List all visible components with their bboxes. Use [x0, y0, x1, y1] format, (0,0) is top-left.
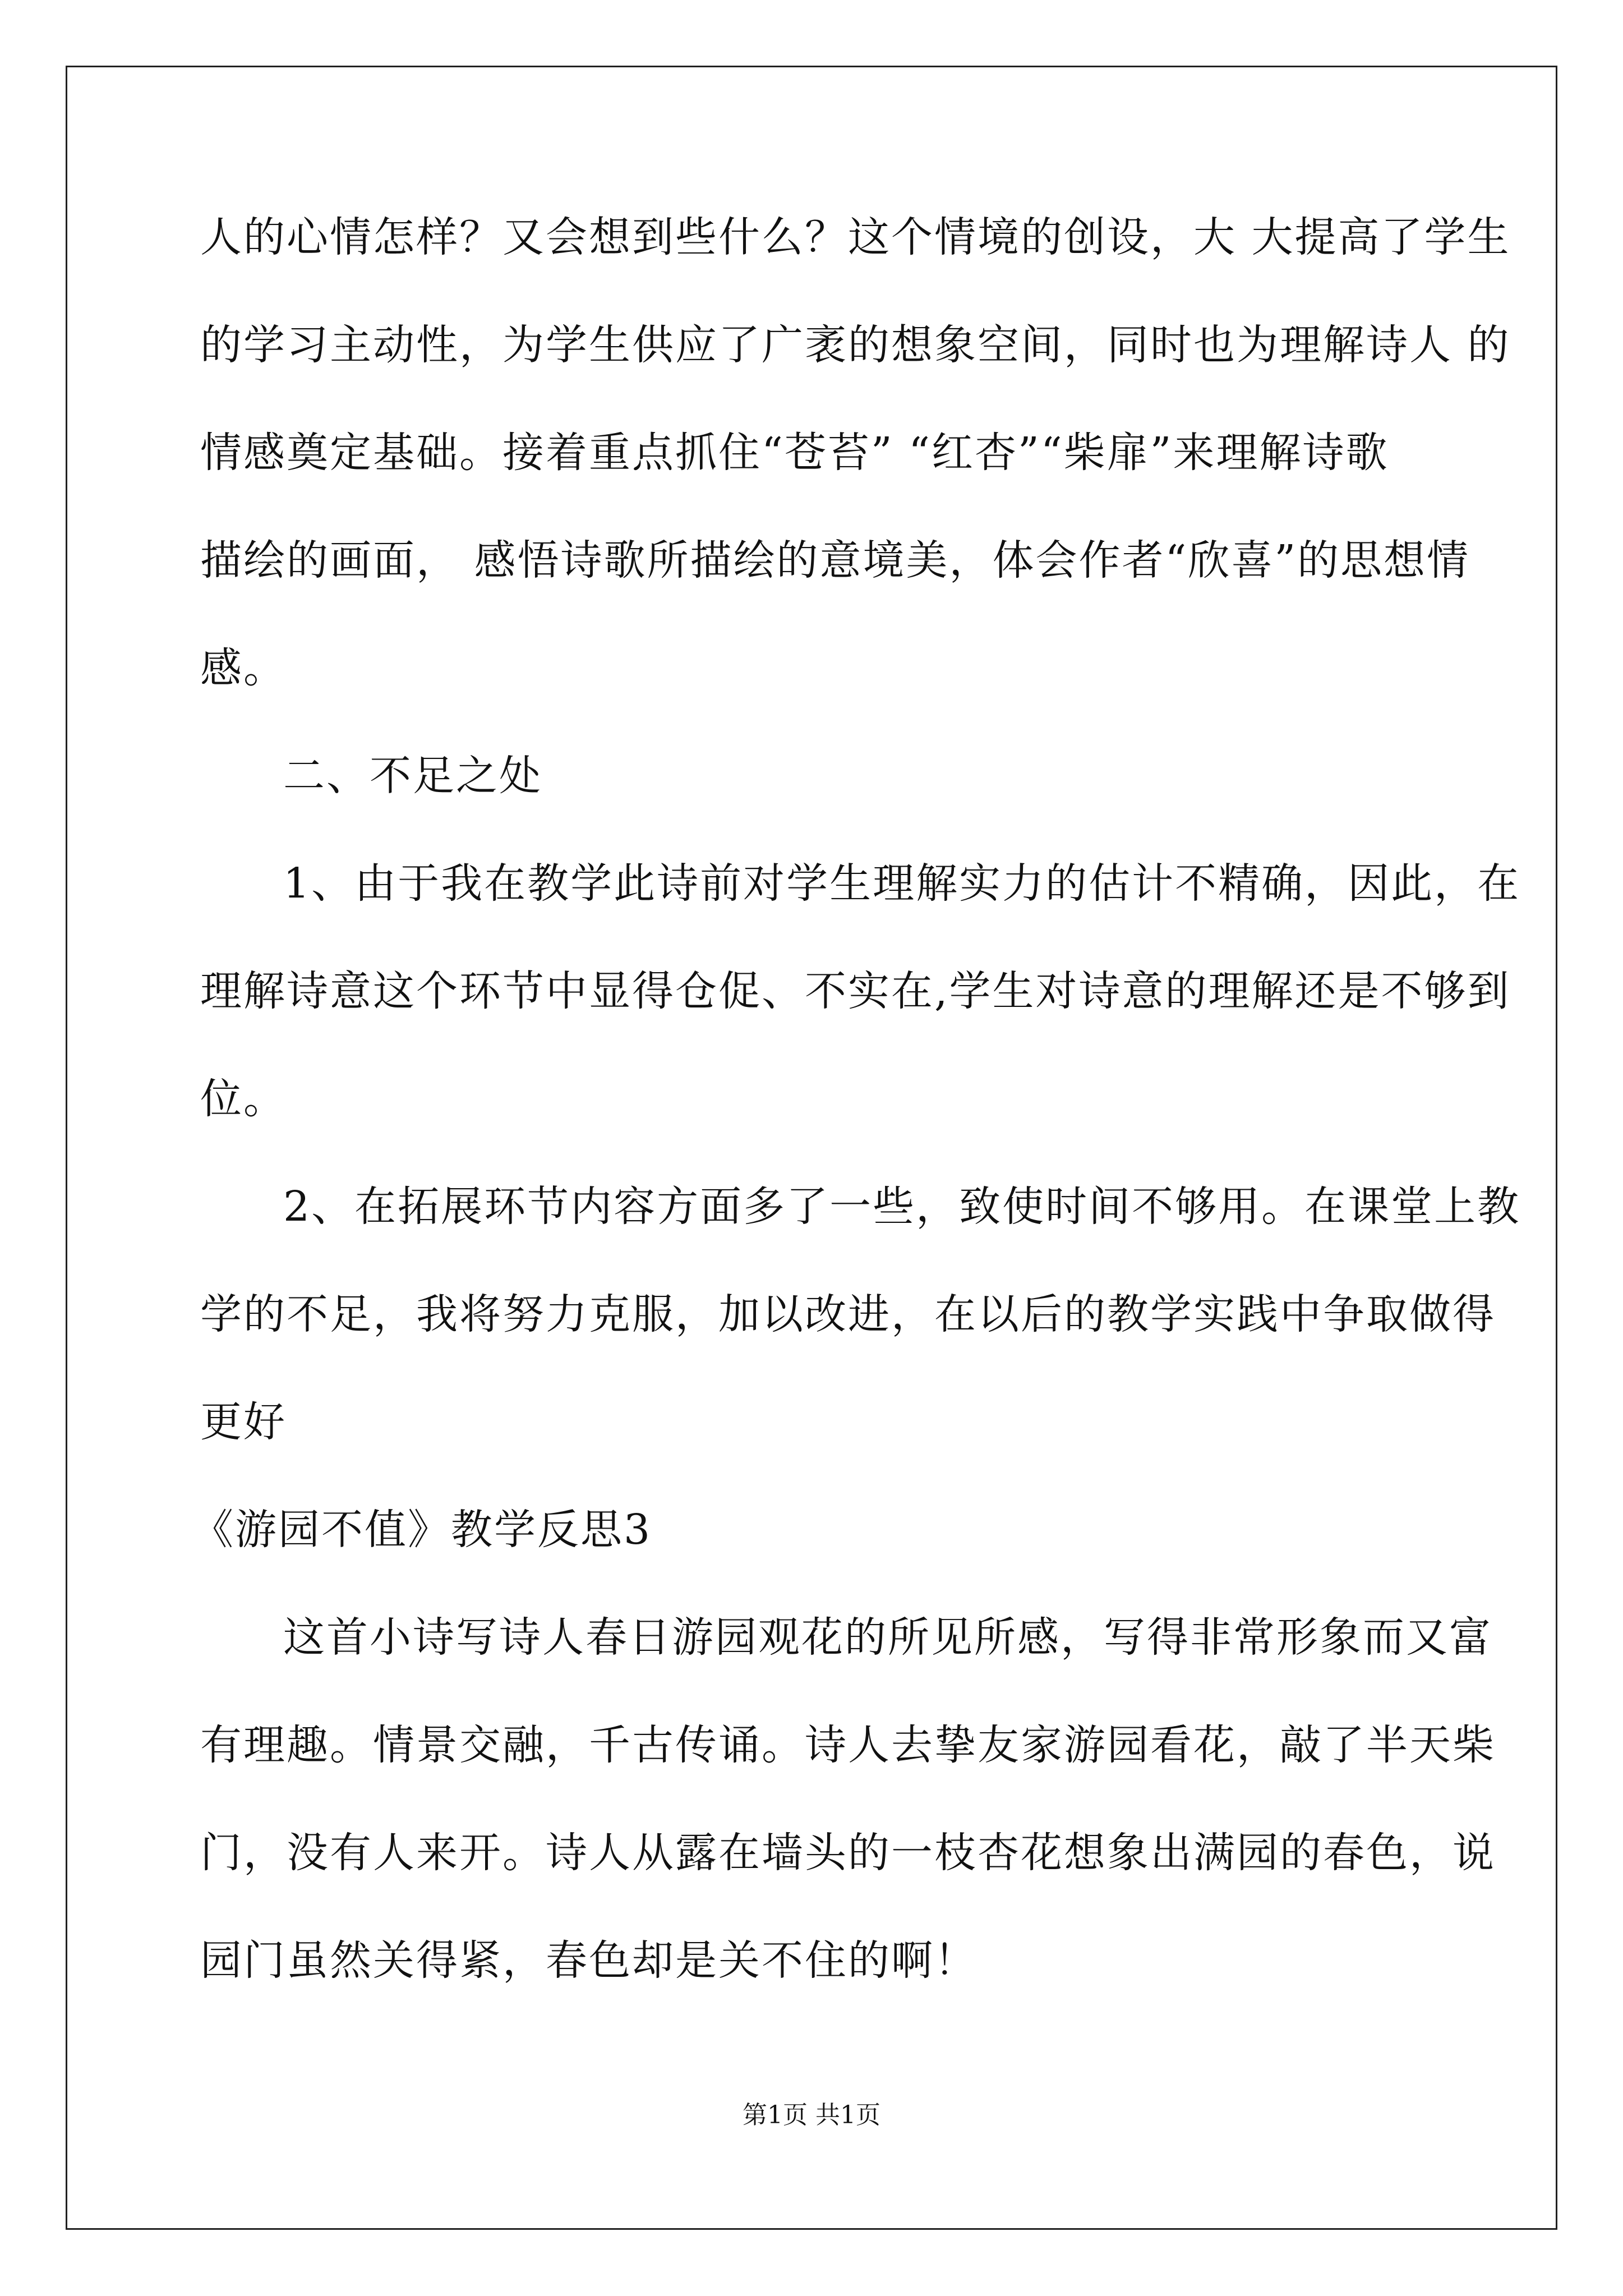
text-line: 2、在拓展环节内容方面多了一些，致使时间不够用。在课堂上教 [283, 1182, 1521, 1231]
text-line: 情感奠定基础。接着重点抓住“苍苔” “红杏”“柴扉”来理解诗歌 [200, 429, 1389, 477]
text-line: 描绘的画面， 感悟诗歌所描绘的意境美，体会作者“欣喜”的思想情 [200, 536, 1470, 585]
text-line: 位。 [200, 1075, 287, 1123]
section-heading: 二、不足之处 [283, 752, 542, 800]
text-line: 更好 [200, 1398, 287, 1446]
text-line: 这首小诗写诗人春日游园观花的所见所感，写得非常形象而又富 [283, 1613, 1492, 1662]
text-line: 理解诗意这个环节中显得仓促、不实在,学生对诗意的理解还是不够到 [200, 967, 1511, 1015]
text-line: 人的心情怎样？又会想到些什么？这个情境的创设，大 大提高了学生 [200, 213, 1511, 261]
text-line: 园门虽然关得紧，春色却是关不住的啊！ [200, 1936, 978, 1985]
text-line: 感。 [200, 644, 287, 692]
text-line: 1、由于我在教学此诗前对学生理解实力的估计不精确，因此，在 [283, 859, 1521, 908]
article-title: 《游园不值》教学反思3 [192, 1506, 652, 1554]
page-footer: 第1页 共1页 [743, 2101, 880, 2129]
text-line: 的学习主动性，为学生供应了广袤的想象空间，同时也为理解诗人 的 [200, 321, 1511, 369]
text-line: 有理趣。情景交融，千古传诵。诗人去挚友家游园看花，敲了半天柴 [200, 1721, 1496, 1769]
text-line: 学的不足，我将努力克服，加以改进，在以后的教学实践中争取做得 [200, 1290, 1496, 1338]
page-border [66, 66, 1557, 2230]
text-line: 门，没有人来开。诗人从露在墙头的一枝杏花想象出满园的春色，说 [200, 1829, 1496, 1877]
